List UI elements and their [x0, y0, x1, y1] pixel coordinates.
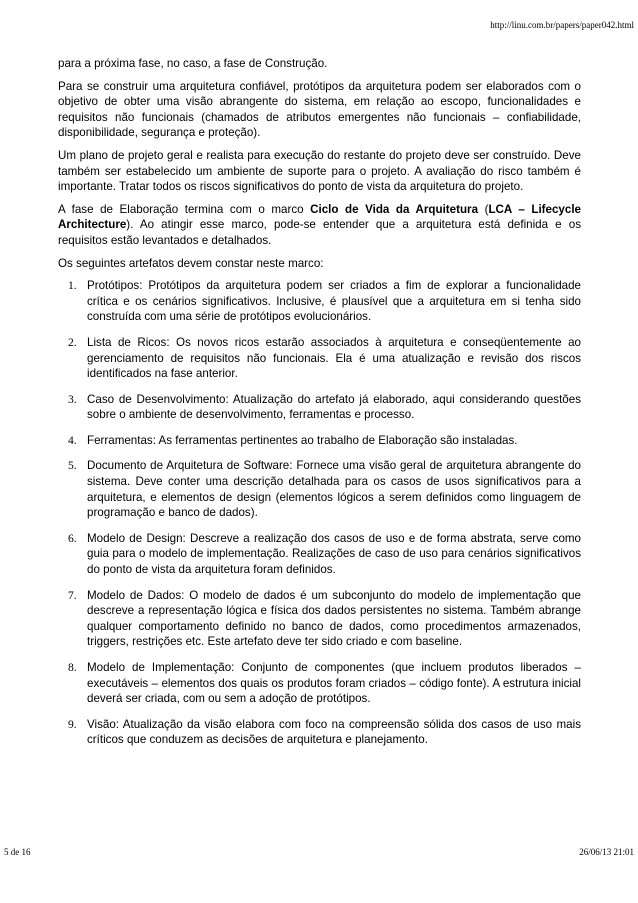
list-item-text: Protótipos: Protótipos da arquitetura podem ser criados a fim de explorar a funcionalidade crítica e os cenários significativos. Inclusive, é plausível que a arquitetura em si tenha sido construída com uma série de protótipos evolucionários.	[87, 279, 581, 324]
list-item	[68, 278, 581, 325]
bold-term: Ciclo de Vida da Arquitetura	[310, 202, 479, 216]
list-item-text: Documento de Arquitetura de Software: Fornece uma visão geral de arquitetura abrangente do sistema. Deve conter uma descrição detalhada para os casos de usos significativos para a arquitetura, e elementos de design (elementos lógicos a serem definidos como linguagem de programação e banco de dados).	[87, 459, 581, 520]
list-number: 3.	[68, 392, 77, 406]
list-item	[68, 335, 581, 382]
list-item-text: Modelo de Dados: O modelo de dados é um subconjunto do modelo de implementação que descreve a representação lógica e física dos dados persistentes no sistema. Também abrange qualquer comportamento definido no banco de dados, como procedimentos armazenados, triggers, restrições etc. Este artefato deve ter sido criado e com baseline.	[87, 588, 581, 649]
text-run: ). Ao atingir esse marco, pode-se entender que a arquitetura está definida e os requisitos estão levantados e detalhados.	[58, 218, 581, 247]
paragraph: para a próxima fase, no caso, a fase de Construção.	[58, 57, 328, 70]
text-run: A fase de Elaboração termina com o marco	[58, 202, 311, 216]
print-datetime: 26/06/13 21:01	[579, 847, 634, 857]
list-item-text: Modelo de Design: Descreve a realização dos casos de uso e de forma abstrata, serve como guia para o modelo de implementação. Realizações de caso de uso para cenários significativos do ponto de vista da arquitetura foram definidos.	[87, 531, 581, 577]
list-item-text: Caso de Desenvolvimento: Atualização do artefato já elaborado, aqui considerando questões sobre o ambiente de desenvolvimento, ferramentas e processo.	[87, 392, 581, 422]
paragraph: Um plano de projeto geral e realista para execução do restante do projeto deve ser construído. Deve também ser estabelecido um ambiente de suporte para o projeto. A avaliação do risco também é importante. Tratar todos os riscos significativos do ponto de vista da arquitetura do projeto.	[58, 148, 581, 194]
paragraph-lca	[58, 202, 581, 249]
paragraph: Para se construir uma arquitetura confiável, protótipos da arquitetura podem ser elaborados com o objetivo de obter uma visão abrangente do sistema, em relação ao escopo, funcionalidades e requisitos não funcionais (chamados de atributos emergentes não funcionais – confiabilidade, disponibilidade, segurança e proteção).	[58, 79, 581, 140]
list-item-text: Modelo de Implementação: Conjunto de componentes (que incluem produtos liberados – executáveis – elementos dos quais os produtos foram criados – código fonte). A estrutura inicial deverá ser criada, com ou sem a adoção de protótipos.	[87, 661, 581, 706]
list-item	[68, 660, 581, 707]
list-number: 5.	[68, 459, 77, 473]
list-item	[68, 392, 581, 423]
artifact-list	[58, 278, 581, 748]
text-run: (	[478, 202, 489, 216]
page-url: http://linu.com.br/papers/paper042.html	[490, 20, 634, 30]
list-number: 4.	[68, 433, 77, 447]
list-item	[68, 458, 581, 520]
list-number: 8.	[68, 661, 77, 674]
paragraph: Os seguintes artefatos devem constar neste marco:	[58, 256, 324, 270]
bold-term: LCA – Lifecycle Architecture	[58, 202, 581, 232]
list-item	[68, 531, 581, 578]
page-counter: 5 de 16	[4, 847, 31, 857]
list-item	[68, 717, 581, 748]
list-number: 6.	[68, 531, 77, 545]
list-item	[68, 433, 581, 449]
list-number: 2.	[68, 335, 77, 349]
list-number: 9.	[68, 717, 77, 731]
list-item	[68, 588, 581, 650]
list-item-text: Visão: Atualização da visão elabora com foco na compreensão sólida dos casos de uso mais críticos que conduzem as decisões de arquitetura e planejamento.	[87, 717, 581, 747]
list-number: 7.	[68, 588, 77, 602]
list-item-text: Ferramentas: As ferramentas pertinentes ao trabalho de Elaboração são instaladas.	[87, 433, 518, 447]
list-number: 1.	[68, 279, 77, 293]
document-body	[58, 56, 581, 758]
list-item-text: Lista de Ricos: Os novos ricos estarão associados à arquitetura e conseqüentemente ao gerenciamento de requisitos não funcionais. Ela é uma atualização e revisão dos riscos identificados na fase anterior.	[87, 335, 581, 381]
